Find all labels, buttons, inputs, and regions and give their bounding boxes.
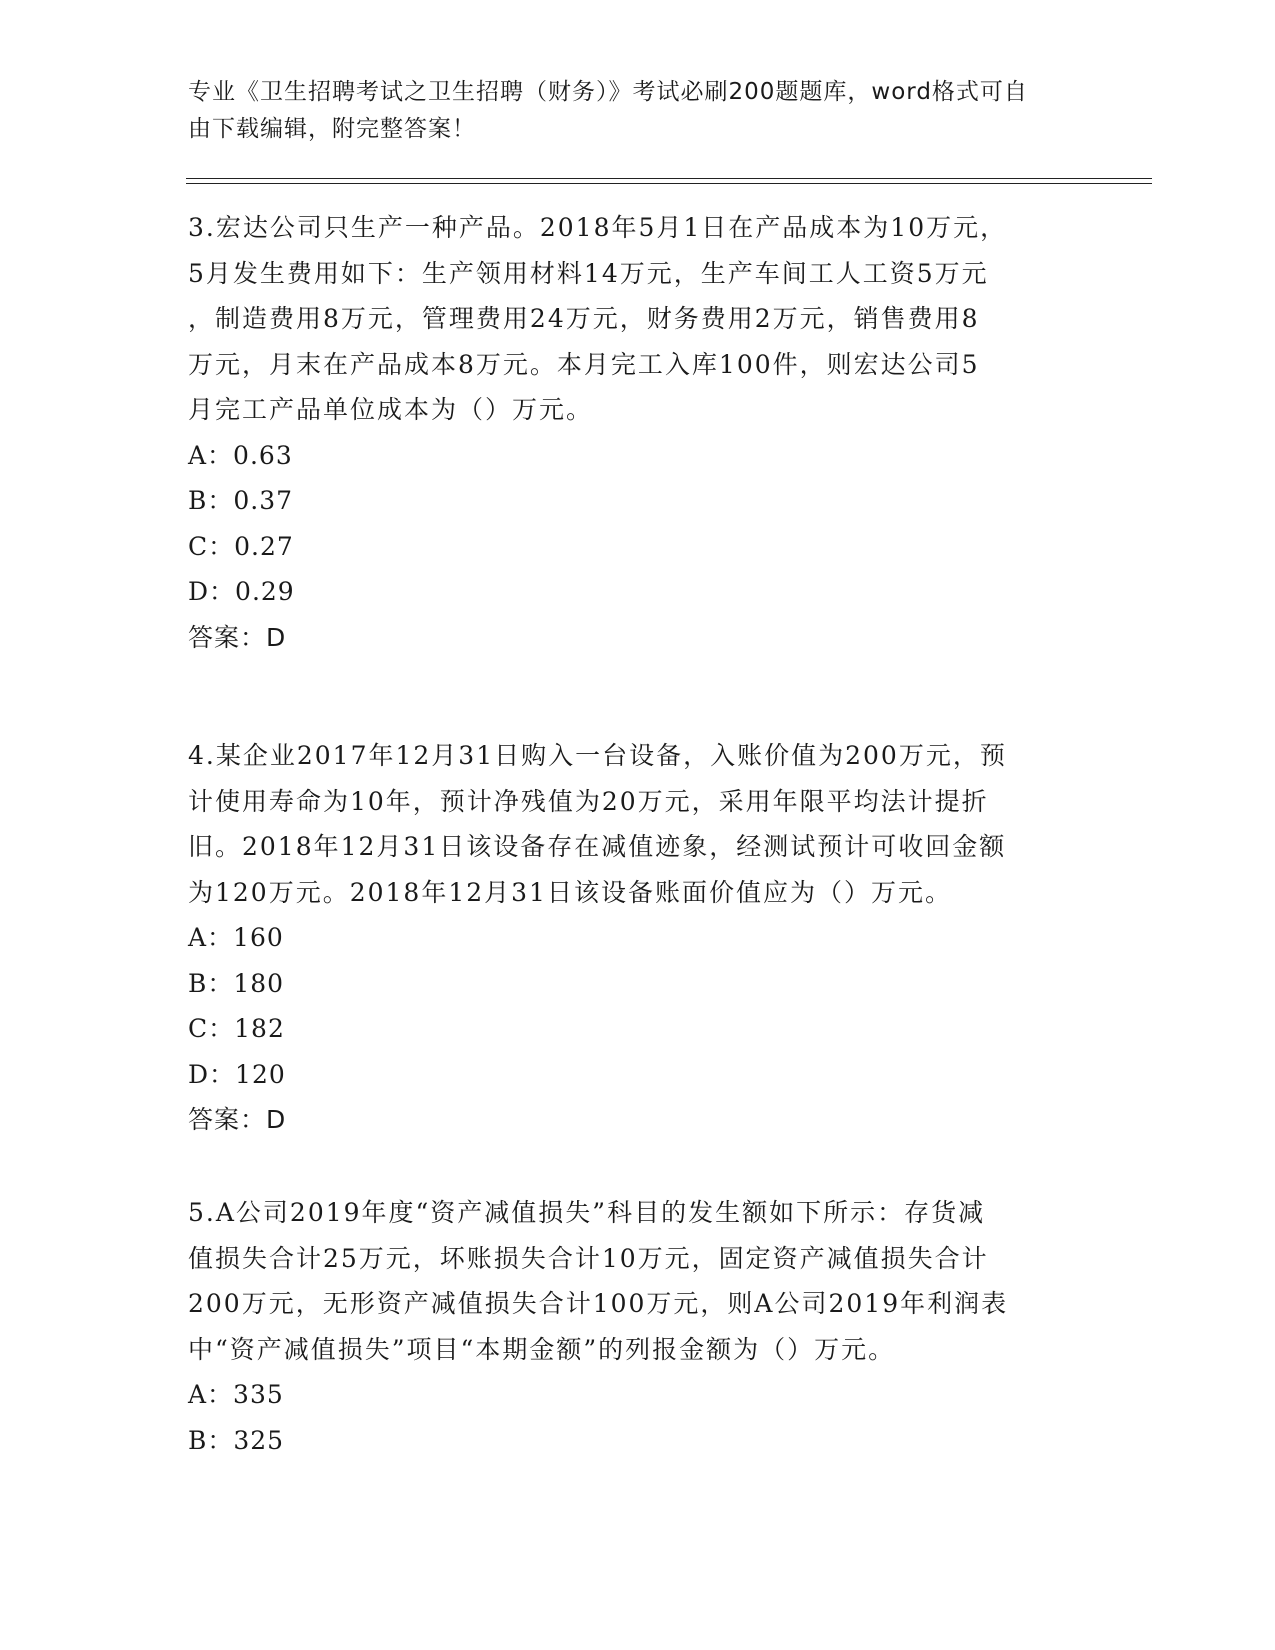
question-5-line-2: 值损失合计25万元，坏账损失合计10万元，固定资产减值损失合计 bbox=[188, 1243, 989, 1273]
header-line-1: 专业《卫生招聘考试之卫生招聘（财务）》考试必刷200题题库，word格式可自 bbox=[188, 79, 1028, 105]
question-3-line-5: 月完工产品单位成本为（）万元。 bbox=[188, 395, 594, 424]
header-divider-bottom bbox=[186, 183, 1152, 184]
question-4-line-2: 计使用寿命为10年，预计净残值为20万元，采用年限平均法计提折 bbox=[188, 786, 989, 816]
question-3-line-1: 3.宏达公司只生产一种产品。2018年5月1日在产品成本为10万元， bbox=[188, 213, 1008, 242]
question-3 bbox=[188, 205, 1068, 660]
question-4-line-4: 为120万元。2018年12月31日该设备账面价值应为（）万元。 bbox=[188, 877, 952, 907]
question-3-answer: 答案：D bbox=[188, 622, 287, 652]
question-5-option-b: B：325 bbox=[188, 1425, 285, 1455]
question-4 bbox=[188, 733, 1068, 1143]
question-4-line-1: 4.某企业2017年12月31日购入一台设备，入账价值为200万元，预 bbox=[188, 741, 1007, 770]
question-4-option-b: B：180 bbox=[188, 968, 285, 998]
question-3-option-c: C：0.27 bbox=[188, 531, 294, 561]
question-3-line-4: 万元，月末在产品成本8万元。本月完工入库100件，则宏达公司5 bbox=[188, 349, 980, 379]
question-4-line-3: 旧。2018年12月31日该设备存在减值迹象，经测试预计可收回金额 bbox=[188, 832, 1007, 861]
question-3-line-2: 5月发生费用如下：生产领用材料14万元，生产车间工人工资5万元 bbox=[188, 258, 989, 288]
question-5-option-a: A：335 bbox=[188, 1380, 284, 1409]
question-3-option-b: B：0.37 bbox=[188, 486, 294, 515]
question-4-answer: 答案：D bbox=[188, 1105, 287, 1134]
question-3-line-3: ，制造费用8万元，管理费用24万元，财务费用2万元，销售费用8 bbox=[188, 304, 980, 333]
question-3-option-a: A：0.63 bbox=[188, 440, 293, 470]
question-5 bbox=[188, 1190, 1068, 1463]
question-5-line-3: 200万元，无形资产减值损失合计100万元，则A公司2019年利润表 bbox=[188, 1289, 1009, 1318]
document-header bbox=[188, 74, 1068, 148]
question-4-option-a: A：160 bbox=[188, 923, 284, 952]
question-4-option-d: D：120 bbox=[188, 1059, 286, 1089]
question-3-option-d: D：0.29 bbox=[188, 577, 295, 606]
question-4-option-c: C：182 bbox=[188, 1014, 285, 1043]
header-line-2: 由下载编辑，附完整答案！ bbox=[188, 116, 476, 142]
question-5-line-1: 5.A公司2019年度“资产减值损失”科目的发生额如下所示：存货减 bbox=[188, 1198, 986, 1227]
header-divider-top bbox=[186, 178, 1152, 179]
question-5-line-4: 中“资产减值损失”项目“本期金额”的列报金额为（）万元。 bbox=[188, 1334, 896, 1364]
